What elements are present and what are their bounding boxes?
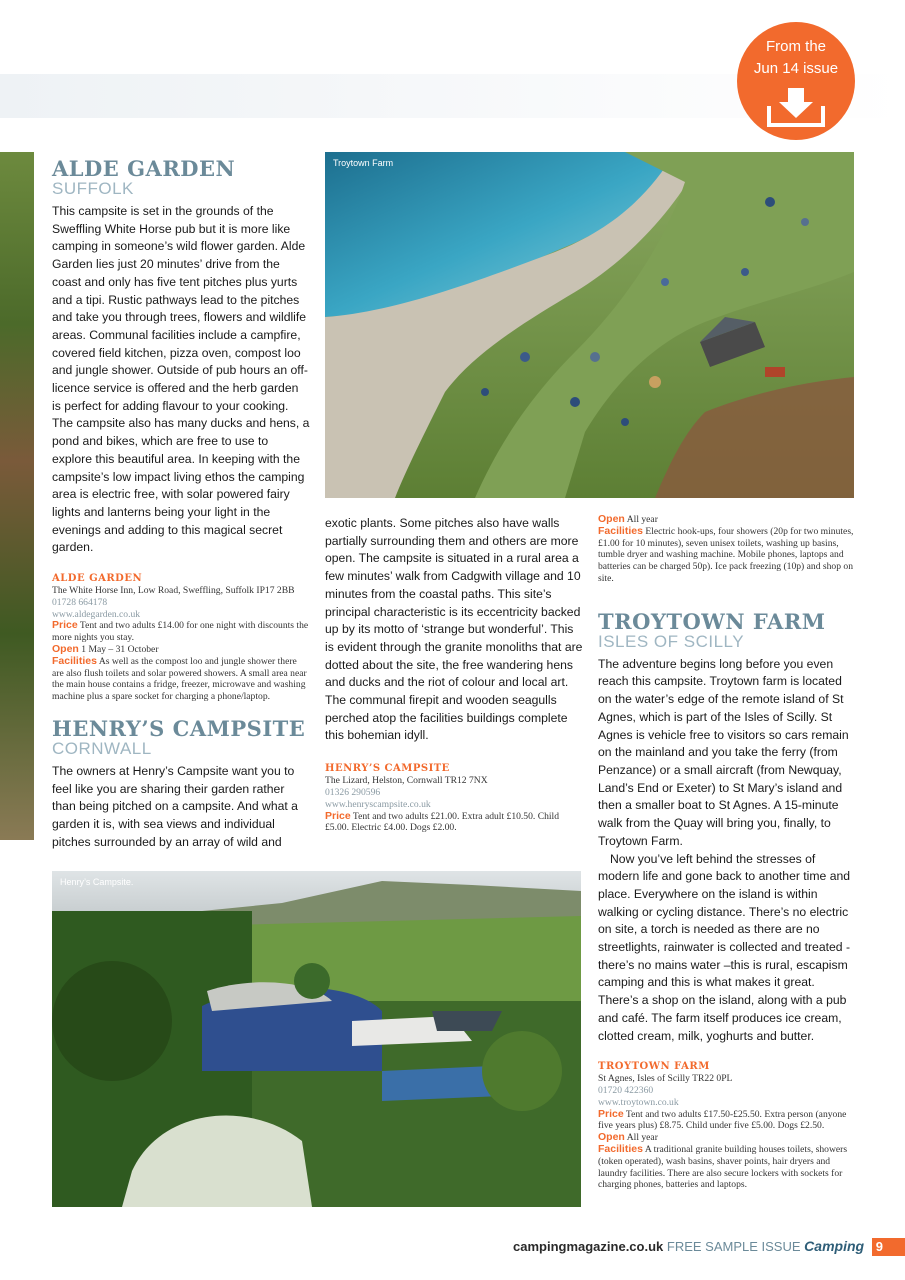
badge-line2: Jun 14 issue <box>753 60 839 77</box>
henrys-heading: HENRY’S CAMPSITE <box>52 716 306 741</box>
issue-badge[interactable] <box>737 22 855 140</box>
troytown-open-label: Open <box>598 1131 625 1144</box>
alde-phone: 01728 664178 <box>52 596 108 608</box>
footer-issue-label: FREE SAMPLE ISSUE <box>666 1239 801 1254</box>
troytown-web-link[interactable]: www.troytown.co.uk <box>598 1096 679 1108</box>
alde-garden-region: SUFFOLK <box>52 179 134 198</box>
henrys-article-cont <box>325 515 583 834</box>
henrys-body-part2: exotic plants. Some pitches also have walls partially surrounding them and others are more open. The campsite is situated in a rural area a few minutes’ walk from Cadgwith village and 10 minutes from the coastal paths. This site’s principal characteristic is its eccentricity backed up by its motto of ‘strange but wonderful’. This is evident through the granite monoliths that are dotted about the site, the free wandering hens and ducks and the riot of colour and local art. The communal firepit and wooden seagulls perched atop the facilities buildings complete this bohemian idyll. <box>325 516 583 743</box>
henrys-article-start <box>52 718 310 852</box>
henrys-price-label: Price <box>325 809 351 822</box>
footer-site-link[interactable]: campingmagazine.co.uk <box>513 1239 664 1254</box>
henrys-info <box>325 763 583 834</box>
henrys-price: Tent and two adults £21.00. Extra adult £10.50. Child £5.00. Electric £4.00. Dogs £2.00. <box>325 810 560 834</box>
troytown-info-title: TROYTOWN FARM <box>598 1061 710 1073</box>
henrys-facilities-label: Facilities <box>598 524 643 537</box>
troytown-price: Tent and two adults £17.50-£25.50. Extra person (anyone five years plus) £8.75. Child under five £5.00. Dogs £2.50. <box>598 1108 847 1132</box>
troytown-phone: 01720 422360 <box>598 1085 654 1097</box>
alde-garden-heading: ALDE GARDEN <box>52 156 236 181</box>
alde-price-label: Price <box>52 619 78 632</box>
henrys-open-label: Open <box>598 513 625 525</box>
alde-price: Tent and two adults £14.00 for one night with discounts the more nights you stay. <box>52 620 309 644</box>
alde-facilities: As well as the compost loo and jungle shower there are also flush toilets and solar powered showers. A small area near the main house contains a fridge, freezer, microwave and washing machine plus a spare socket for charging a phone/laptop. <box>52 655 307 703</box>
henrys-open: All year <box>626 514 658 525</box>
alde-garden-article <box>52 158 310 703</box>
troytown-article <box>598 608 856 1191</box>
alde-garden-body: This campsite is set in the grounds of the Sweffling White Horse pub but it is more like camping in someone’s wild flower garden. Alde Garden lies just 20 minutes’ drive from the coast and only has five tent pitches plus yurts and a tipi. Rustic pathways lead to the pitches and take you through trees, flowers and wildlife areas. Communal facilities include a campfire, covered field kitchen, pizza oven, compost loo and jungle shower. Outside of pub hours an off-licence service is offered and the herb garden is perfect for adding flavour to your cooking. The campsite also has many ducks and hens, a pond and bikes, which are free to use to explore this beautiful area. In keeping with the campsite’s low impact living ethos the camping area is electric free, with solar powered fairy lights and lanterns being your light in the evenings and adding to this magical secret garden. <box>52 204 310 555</box>
henrys-region: CORNWALL <box>52 739 152 758</box>
alde-garden-info <box>52 573 310 703</box>
alde-info-title: ALDE GARDEN <box>52 573 143 585</box>
badge-line1: From the <box>765 38 826 55</box>
troytown-facilities-label: Facilities <box>598 1143 643 1156</box>
troytown-photo-caption: Troytown Farm <box>333 158 394 168</box>
troytown-address: St Agnes, Isles of Scilly TR22 0PL <box>598 1073 733 1085</box>
henrys-photo <box>52 871 581 1207</box>
alde-web-link[interactable]: www.aldegarden.co.uk <box>52 608 141 620</box>
alde-facilities-label: Facilities <box>52 654 97 667</box>
troytown-region: ISLES OF SCILLY <box>598 631 745 651</box>
alde-open-label: Open <box>52 643 79 656</box>
henrys-body-part1: The owners at Henry’s Campsite want you to feel like you are sharing their garden rather than being pitched on a campsite. And what a garden it is, with sea views and individual pitches surrounded by an array of wild and <box>52 764 298 849</box>
footer-brand: Camping <box>804 1238 865 1254</box>
page-footer <box>513 1237 905 1255</box>
henrys-phone: 01326 290596 <box>325 786 381 798</box>
henrys-facilities: Electric hook-ups, four showers (20p for two minutes, £1.00 for 10 minutes), seven unisex toilets, washing up basins, tumble dryer and washing machine. Mobile phones, laptops and batteries can be charged 50p). Ice pack freezing (10p) and shop on site. <box>598 525 854 584</box>
henrys-info-title: HENRY’S CAMPSITE <box>325 763 450 775</box>
henrys-photo-caption: Henry’s Campsite. <box>60 877 134 887</box>
troytown-heading: TROYTOWN FARM <box>598 608 826 634</box>
download-icon <box>766 88 826 128</box>
troytown-body-part1: The adventure begins long before you even reach this campsite. Troytown farm is located on the water’s edge of the remote island of St Agnes, which is part of the Isles of Scilly. St Agnes is vehicle free to visitors so cars remain on the mainland and you take the ferry (from Penzance) or a small aircraft (from Newquay, Land’s End or Exeter) to St Mary’s island and then a smaller boat to St Agnes. A 15-minute walk from the Quay will bring you, finally, to Troytown Farm. <box>598 656 849 848</box>
troytown-info <box>598 1061 856 1191</box>
left-edge-photo <box>0 152 34 840</box>
henrys-photo-art <box>52 871 581 1207</box>
troytown-price-label: Price <box>598 1107 624 1120</box>
troytown-open: All year <box>626 1132 658 1144</box>
alde-address: The White Horse Inn, Low Road, Sweffling, Suffolk IP17 2BB <box>52 585 295 597</box>
alde-open: 1 May – 31 October <box>81 644 159 656</box>
troytown-facilities: A traditional granite building houses toilets, showers (token operated), wash basins, shaver points, hair dryers and laundry facilities. There are also secure lockers with sockets for charging phones, batteries and laptops. <box>598 1144 848 1191</box>
henrys-web-link[interactable]: www.henryscampsite.co.uk <box>325 798 431 810</box>
page-number: 9 <box>872 1238 905 1256</box>
troytown-photo-art <box>325 152 854 498</box>
troytown-body-part2: Now you’ve left behind the stresses of modern life and gone back to another time and place. Everywhere on the island is within walking or cycling distance. There’s no electric on site, a torch is needed as there are no streetlights, rainwater is collected and treated - there’s no mains water –this is rural, escapism camping and this is what makes it great. There’s a shop on the island, along with a pub and café. The farm itself produces ice cream, clotted cream, milk, yoghurts and butter. <box>598 851 851 1043</box>
right-column <box>598 514 856 1191</box>
troytown-photo <box>325 152 854 498</box>
henrys-address: The Lizard, Helston, Cornwall TR12 7NX <box>325 775 488 787</box>
